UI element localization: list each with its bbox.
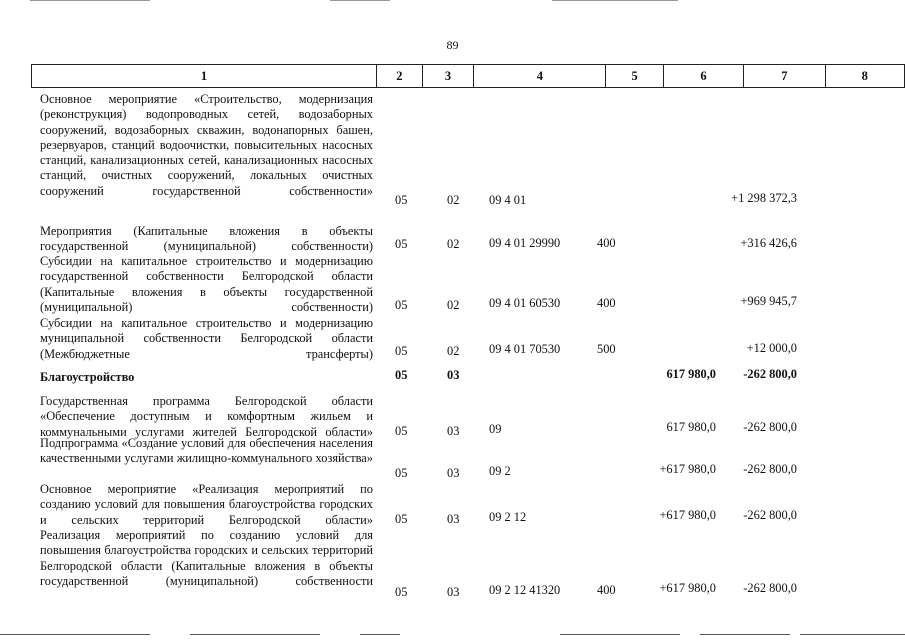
row-subsection: 03 xyxy=(447,512,460,526)
row-amount-current: +617 980,0 xyxy=(659,508,716,522)
header-col-7: 7 xyxy=(744,65,825,88)
row-amount-current: 617 980,0 xyxy=(666,420,716,434)
row-subsection: 03 xyxy=(447,466,460,480)
row-section: 05 xyxy=(395,512,408,526)
row-target-code: 09 xyxy=(489,422,502,436)
row-section: 05 xyxy=(395,466,408,480)
row-subsection: 03 xyxy=(447,368,460,382)
row-description: Основное мероприятие «Реализация мероприятий по созданию условий для повышения благоустройства городских и сельских территорий Белгородской области» xyxy=(40,482,373,527)
bottom-scan-lines xyxy=(0,634,905,640)
row-expense-type: 400 xyxy=(597,236,616,250)
header-col-2: 2 xyxy=(377,65,423,88)
row-expense-type: 500 xyxy=(597,342,616,356)
header-col-6: 6 xyxy=(663,65,743,88)
row-amount-change: +12 000,0 xyxy=(746,341,797,355)
column-header-row xyxy=(31,64,905,88)
row-section: 05 xyxy=(395,585,408,599)
header-col-1: 1 xyxy=(32,65,377,88)
row-subsection: 02 xyxy=(447,344,460,358)
row-subsection: 02 xyxy=(447,193,460,207)
row-subsection: 03 xyxy=(447,424,460,438)
row-description: Государственная программа Белгородской области «Обеспечение доступным и комфортным жильем и коммунальными услугами жителей Белгородской области» xyxy=(40,394,373,439)
row-subsection: 02 xyxy=(447,298,460,312)
page-number: 89 xyxy=(446,38,459,52)
row-expense-type: 400 xyxy=(597,296,616,310)
row-description: Подпрограмма «Создание условий для обеспечения населения качественными услугами жилищно-коммунального хозяйства» xyxy=(40,436,373,466)
row-amount-change: -262 800,0 xyxy=(743,367,797,381)
row-target-code: 09 4 01 70530 xyxy=(489,342,561,356)
row-amount-change: +969 945,7 xyxy=(740,294,797,308)
row-section: 05 xyxy=(395,344,408,358)
row-amount-current: +617 980,0 xyxy=(659,581,716,595)
row-amount-current: +617 980,0 xyxy=(659,462,716,476)
row-subsection: 03 xyxy=(447,585,460,599)
header-col-5: 5 xyxy=(606,65,664,88)
row-description: Основное мероприятие «Строительство, модернизация (реконструкция) водопроводных сетей, водозаборных сооружений, водозаборных скважин, водонапорных башен, резервуаров, станций водоочистки, повысительных насосных станций, канализационных сетей, канализационных насосных станций, очистных сооружений, локальных очистных сооружений государственной собственности» xyxy=(40,92,373,198)
header-col-3: 3 xyxy=(422,65,474,88)
header-col-4: 4 xyxy=(474,65,606,88)
row-amount-change: +1 298 372,3 xyxy=(731,191,797,205)
row-section: 05 xyxy=(395,368,408,382)
row-subsection: 02 xyxy=(447,237,460,251)
row-target-code: 09 2 xyxy=(489,464,511,478)
row-section: 05 xyxy=(395,298,408,312)
row-section: 05 xyxy=(395,193,408,207)
row-amount-change: -262 800,0 xyxy=(743,420,797,434)
row-description: Благоустройство xyxy=(40,370,135,384)
row-amount-current: 617 980,0 xyxy=(666,367,716,381)
row-amount-change: +316 426,6 xyxy=(740,236,797,250)
row-amount-change: -262 800,0 xyxy=(743,462,797,476)
row-description: Субсидии на капитальное строительство и модернизацию муниципальной собственности Белгородской области (Межбюджетные трансферты) xyxy=(40,316,373,361)
row-target-code: 09 2 12 xyxy=(489,510,527,524)
row-expense-type: 400 xyxy=(597,583,616,597)
row-description: Мероприятия (Капитальные вложения в объекты государственной (муниципальной) собственности) xyxy=(40,224,373,254)
row-description: Реализация мероприятий по созданию условий для повышения благоустройства городских и сельских территорий Белгородской области (Капитальные вложения в объекты государственной (муниципальной) собственности xyxy=(40,528,373,588)
row-target-code: 09 4 01 29990 xyxy=(489,236,561,250)
row-target-code: 09 2 12 41320 xyxy=(489,583,561,597)
row-section: 05 xyxy=(395,424,408,438)
row-amount-change: -262 800,0 xyxy=(743,508,797,522)
header-col-8: 8 xyxy=(825,65,904,88)
row-description: Субсидии на капитальное строительство и модернизацию государственной собственности Белгородской области (Капитальные вложения в объекты государственной (муниципальной) собственности) xyxy=(40,254,373,314)
row-amount-change: -262 800,0 xyxy=(743,581,797,595)
row-section: 05 xyxy=(395,237,408,251)
row-target-code: 09 4 01 60530 xyxy=(489,296,561,310)
row-target-code: 09 4 01 xyxy=(489,193,527,207)
